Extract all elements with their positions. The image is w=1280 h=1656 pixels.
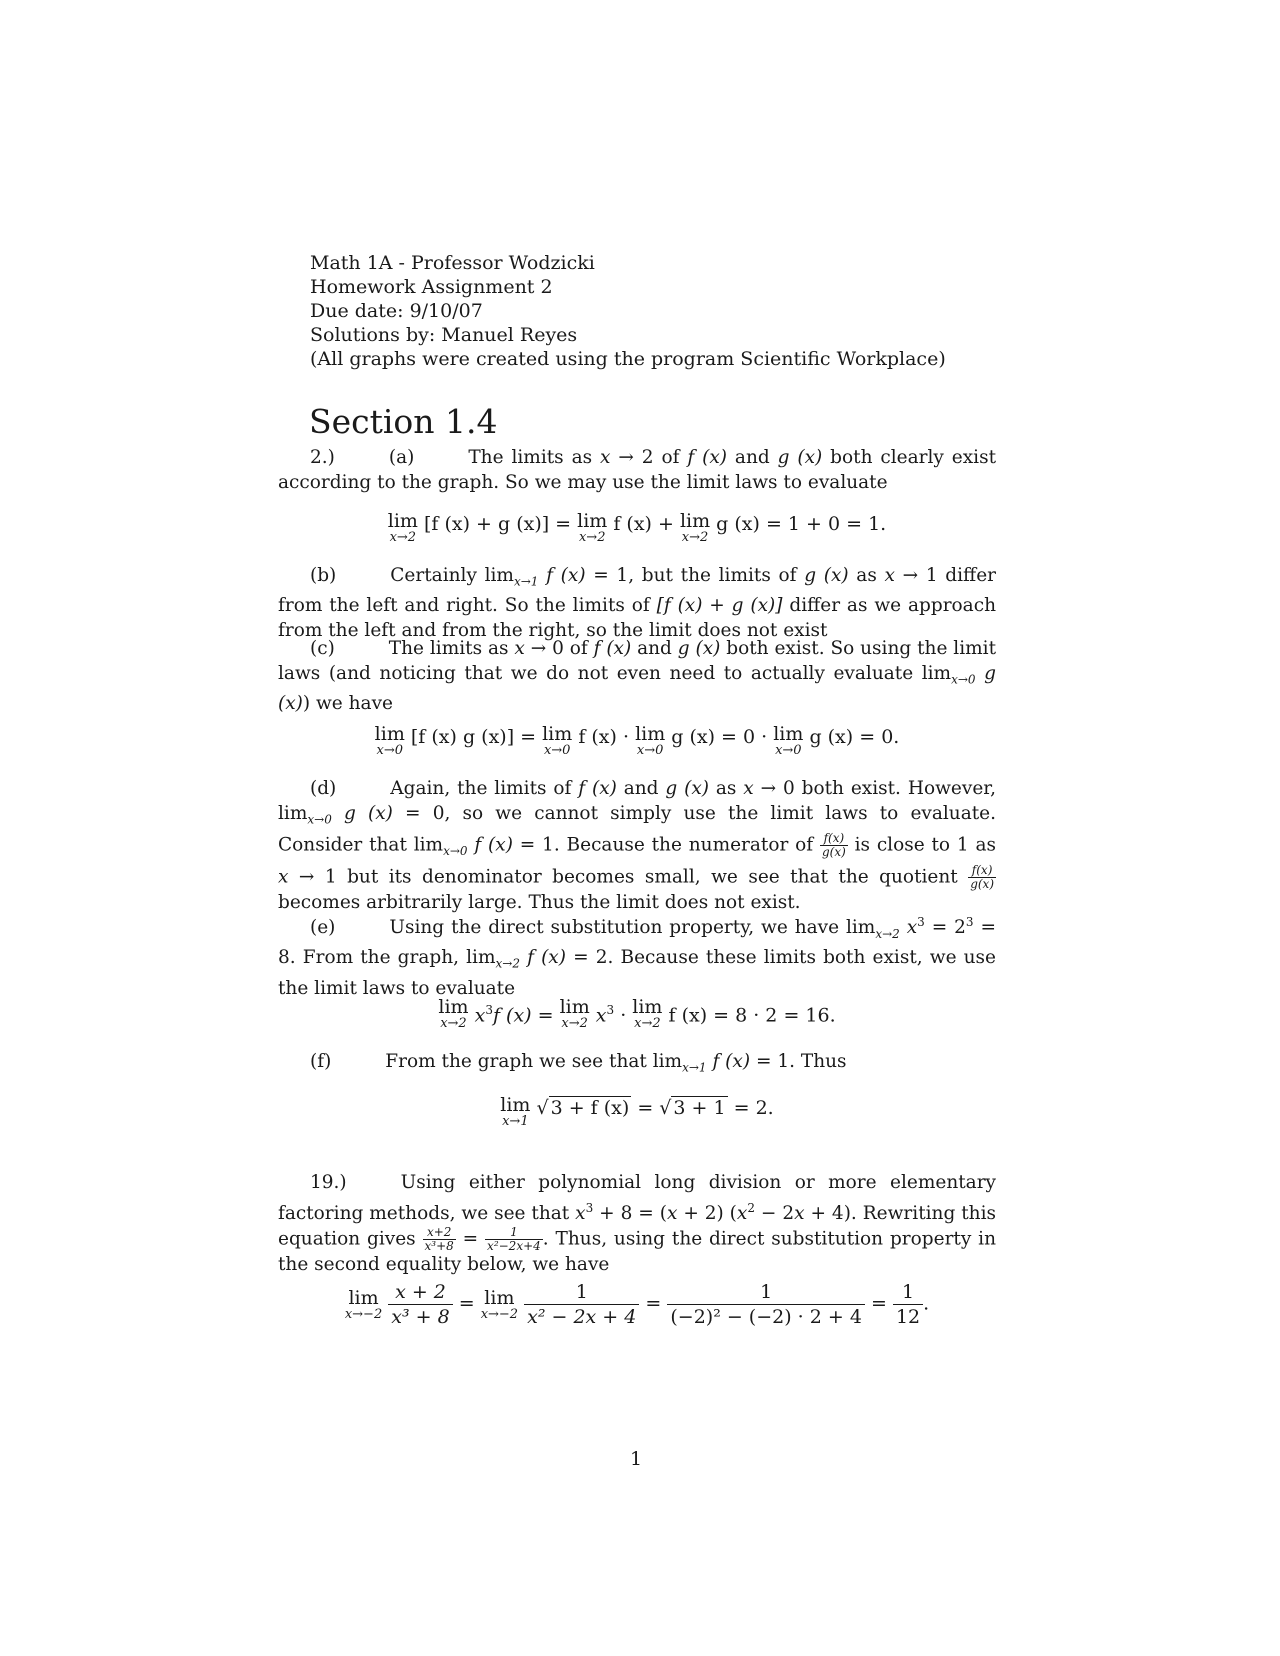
equation-2f: lim x→1 √ 3 + f (x) = √ 3 + 1 = 2.: [500, 1094, 774, 1129]
problem-number: 19.): [310, 1172, 347, 1193]
problem-2d: (d) Again, the limits of f (x) and g (x) as x → 0 both exist. However, $\lim_{x\to 0} g$ (x) = 0, so we cannot simply use the limit laws to evaluate. Consider that $\lim_{x\to 0} f$ (x) = 1. Because the numerator of $\frac{f(x)}{g(x)}$ is close to 1 as x → 1 but its denominator becomes small, we see that the quotient $\frac{f(x)}{g(x)}$ becomes arbitrarily large. Thus the limit does not exist.: [278, 778, 997, 913]
equation-2a: lim x→2 [f (x) + g (x)] = lim x→2 f (x) + lim x→2 g (x) = 1 + 0 = 1.: [387, 510, 887, 545]
problem-2b: (b) Certainly $\lim_{x\to 1} f$ (x) = 1, but the limits of g (x) as x → 1 differ from the left and right. So the limits of [f (x) + g (x)] differ as we approach from the left and from the right, so the limit does not exist: [278, 565, 996, 641]
problem-2e: (e) Using the direct substitution property, we have $\lim_{x\to 2} x^3 = 2^3 = 8$. From the graph, $\lim_{x\to 2} f$ (x) = 2. Because these limits both exist, we use the limit laws to evaluate: [278, 915, 997, 999]
page-number: 1: [630, 1448, 643, 1470]
section-heading: Section 1.4: [309, 402, 498, 441]
graphs-note: (All graphs were created using the program Scientific Workplace): [310, 348, 946, 370]
problem-2c: (c) The limits as x → 0 of f (x) and g (x) both exist. So using the limit laws (and noticing that we do not even need to actually evaluate $\lim_{x\to 0} g$ (x)) we have: [278, 638, 997, 714]
problem-2a: 2.) (a) The limits as x → 2 of f (x) and g (x) both clearly exist according to the graph. So we may use the limit laws to evaluate: [278, 447, 997, 493]
due-date: Due date: 9/10/07: [310, 300, 483, 322]
problem-number: 2.): [310, 447, 335, 468]
assignment-title: Homework Assignment 2: [310, 276, 553, 298]
problem-2f: (f) From the graph we see that $\lim_{x\to 1} f$ (x) = 1. Thus: [310, 1051, 847, 1075]
equation-2c: lim x→0 [f (x) g (x)] = lim x→0 f (x) · lim x→0 g (x) = 0 · lim x→0 g (x) = 0.: [374, 723, 900, 758]
author-line: Solutions by: Manuel Reyes: [310, 324, 578, 346]
problem-19: 19.) Using either polynomial long division or more elementary factoring methods, we see that $x^3 + 8 = (x + 2) (x^2 - 2x + 4)$. Rewriting this equation gives $\frac{x+2}{\text{x³+8}}$ = $\frac{1}{\text{x²−2x+4}}$ . Thus, using the direct substitution property in the second equality below, we have: [278, 1172, 997, 1276]
equation-2e: lim x→2 $x^3f$ (x) = lim x→2 $x^3 \cdot \lim$ x→2 f (x) = 8 · 2 = 16.: [438, 996, 836, 1031]
course-title: Math 1A - Professor Wodzicki: [310, 252, 595, 274]
equation-19: lim x→−2 $\frac{x + 2}{\text{x³ + 8}}$ = lim x→−2 $\frac{1}{\text{x² − 2x + 4}}$ = $\frac{1}{\text{(−2)² − (−2) · 2 + 4}}$ = $\frac{1}{12}$ .: [344, 1281, 930, 1328]
